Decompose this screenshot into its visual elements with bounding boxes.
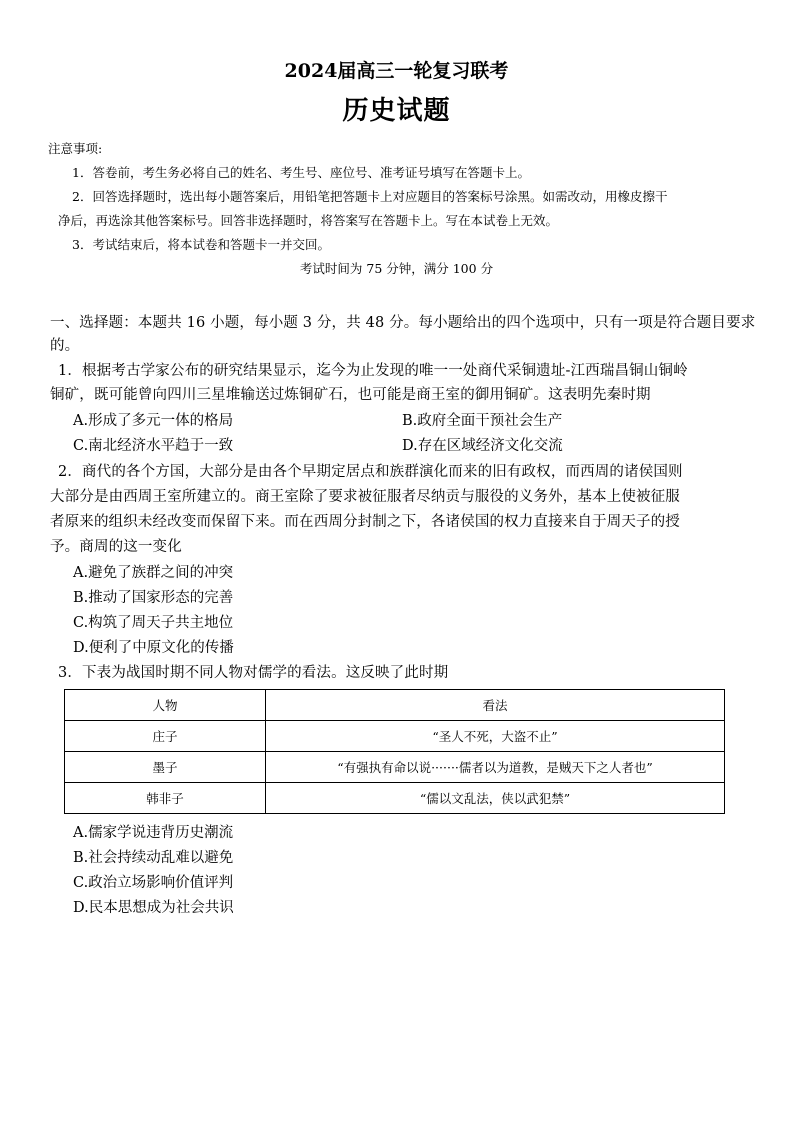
q2-option-c[interactable]: C.构筑了周天子共主地位 bbox=[73, 615, 234, 631]
q1-option-c[interactable]: C.南北经济水平趋于一致 bbox=[73, 438, 234, 454]
q2-stem-line-1: 2．商代的各个方国，大部分是由各个早期定居点和族群演化而来的旧有政权，而西周的诸侯国则 bbox=[58, 464, 683, 480]
table-cell-person: 墨子 bbox=[65, 752, 266, 783]
q1-option-b[interactable]: B.政府全面干预社会生产 bbox=[402, 413, 563, 429]
q2-option-b[interactable]: B.推动了国家形态的完善 bbox=[73, 590, 234, 606]
q2-stem-line-3: 者原来的组织未经改变而保留下来。而在西周分封制之下，各诸侯国的权力直接来自于周天子的授 bbox=[50, 514, 680, 530]
q1-option-a[interactable]: A.形成了多元一体的格局 bbox=[73, 413, 234, 429]
q3-option-c[interactable]: C.政治立场影响价值评判 bbox=[73, 875, 234, 891]
q3-option-b[interactable]: B.社会持续动乱难以避免 bbox=[73, 850, 234, 866]
q1-stem-line-2: 铜矿，既可能曾向四川三星堆输送过炼铜矿石，也可能是商王室的御用铜矿。这表明先秦时期 bbox=[50, 387, 651, 403]
q2-option-a[interactable]: A.避免了族群之间的冲突 bbox=[73, 565, 234, 581]
notice-heading: 注意事项: bbox=[48, 141, 103, 156]
q2-option-d[interactable]: D.便利了中原文化的传播 bbox=[73, 640, 234, 656]
q3-option-a[interactable]: A.儒家学说违背历史潮流 bbox=[73, 825, 234, 841]
q1-option-d[interactable]: D.存在区域经济文化交流 bbox=[402, 438, 563, 454]
notice-item-2-line-1: 2．回答选择题时，选出每小题答案后，用铅笔把答题卡上对应题目的答案标号涂黑。如需改动，用橡皮擦干 bbox=[72, 189, 668, 204]
notice-item-3: 3．考试结束后，将本试卷和答题卡一并交回。 bbox=[72, 237, 330, 252]
q3-option-d[interactable]: D.民本思想成为社会共识 bbox=[73, 900, 234, 916]
table-header-row bbox=[65, 690, 725, 721]
q1-stem-line-1: 1．根据考古学家公布的研究结果显示，迄今为止发现的唯一一处商代采铜遗址-江西瑞昌铜山铜岭 bbox=[58, 363, 688, 379]
q3-stem: 3．下表为战国时期不同人物对儒学的看法。这反映了此时期 bbox=[58, 665, 449, 681]
table-cell-view: “有强执有命以说·······儒者以为道教，是贼天下之人者也” bbox=[266, 752, 725, 783]
table-header-person: 人物 bbox=[65, 690, 266, 721]
exam-time-note: 考试时间为 75 分钟，满分 100 分 bbox=[299, 261, 494, 276]
section-intro-line-2: 的。 bbox=[50, 338, 80, 354]
table-row bbox=[65, 752, 725, 783]
table-cell-view: “圣人不死，大盗不止” bbox=[266, 721, 725, 752]
table-cell-person: 庄子 bbox=[65, 721, 266, 752]
notice-item-2-line-2: 净后，再选涂其他答案标号。回答非选择题时，将答案写在答题卡上。写在本试卷上无效。 bbox=[58, 213, 559, 228]
q2-stem-line-4: 予。商周的这一变化 bbox=[50, 539, 182, 555]
notice-item-1: 1．答卷前，考生务必将自己的姓名、考生号、座位号、准考证号填写在答题卡上。 bbox=[72, 165, 530, 180]
section-intro-line-1: 一、选择题：本题共 16 小题，每小题 3 分，共 48 分。每小题给出的四个选项中，只有一项是符合题目要求 bbox=[50, 315, 756, 331]
table-header-view: 看法 bbox=[266, 690, 725, 721]
exam-subject-title: 历史试题 bbox=[342, 96, 451, 126]
table-cell-view: “儒以文乱法，侠以武犯禁” bbox=[266, 783, 725, 814]
q2-stem-line-2: 大部分是由西周王室所建立的。商王室除了要求被征服者尽纳贡与服役的义务外，基本上使被征服 bbox=[50, 489, 680, 505]
q3-views-table bbox=[64, 689, 725, 814]
table-row bbox=[65, 783, 725, 814]
table-row bbox=[65, 721, 725, 752]
table-cell-person: 韩非子 bbox=[65, 783, 266, 814]
exam-title: 2024届高三一轮复习联考 bbox=[284, 60, 509, 82]
